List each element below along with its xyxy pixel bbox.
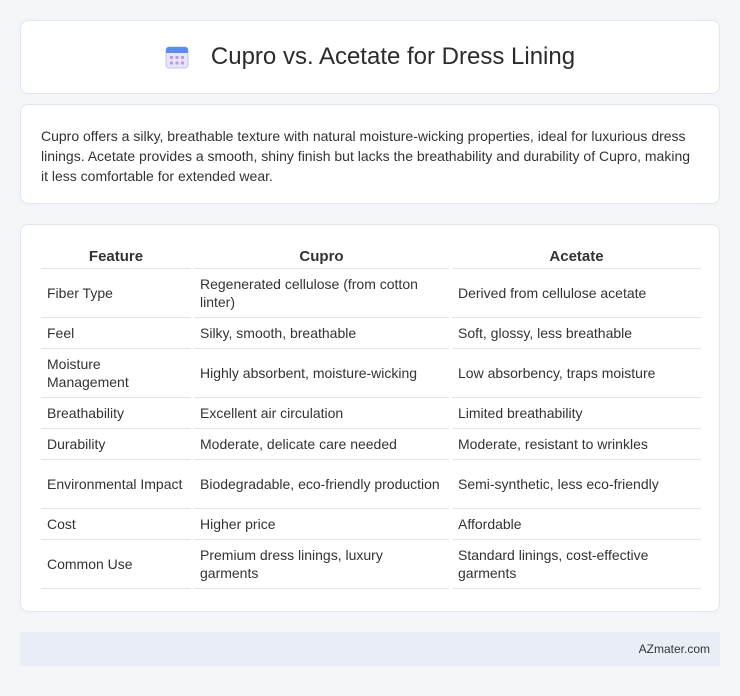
- comparison-card: [20, 224, 720, 612]
- column-header-feature: Feature: [41, 245, 191, 269]
- feature-cell: Common Use: [41, 540, 191, 589]
- feature-cell: Environmental Impact: [41, 460, 191, 509]
- cupro-cell: Moderate, delicate care needed: [194, 429, 449, 460]
- cupro-cell: Higher price: [194, 509, 449, 540]
- cupro-cell: Highly absorbent, moisture-wicking: [194, 349, 449, 398]
- acetate-cell: Moderate, resistant to wrinkles: [452, 429, 701, 460]
- footer-bar: [20, 632, 720, 666]
- feature-cell: Cost: [41, 509, 191, 540]
- acetate-cell: Low absorbency, traps moisture: [452, 349, 701, 398]
- feature-cell: Feel: [41, 318, 191, 349]
- feature-cell: Durability: [41, 429, 191, 460]
- table-row: [41, 509, 701, 540]
- header-card: [20, 20, 720, 94]
- footer-brand: AZmater.com: [638, 642, 710, 656]
- acetate-cell: Limited breathability: [452, 398, 701, 429]
- acetate-cell: Soft, glossy, less breathable: [452, 318, 701, 349]
- feature-cell: Breathability: [41, 398, 191, 429]
- summary-card: [20, 104, 720, 204]
- table-row: [41, 429, 701, 460]
- acetate-cell: Affordable: [452, 509, 701, 540]
- summary-text: Cupro offers a silky, breathable texture with natural moisture-wicking properties, ideal for luxurious dress linings. Acetate provides a smooth, shiny finish but lacks the breathability and durability of Cupro, making it less comfortable for extended wear.: [41, 128, 691, 184]
- cupro-cell: Premium dress linings, luxury garments: [194, 540, 449, 589]
- feature-cell: Moisture Management: [41, 349, 191, 398]
- table-row: [41, 540, 701, 589]
- table-row: [41, 460, 701, 509]
- feature-cell: Fiber Type: [41, 269, 191, 318]
- cupro-cell: Biodegradable, eco-friendly production: [194, 460, 449, 509]
- comparison-table: [38, 245, 704, 589]
- cupro-cell: Excellent air circulation: [194, 398, 449, 429]
- calendar-icon: [165, 45, 189, 69]
- table-header-row: [41, 245, 701, 269]
- cupro-cell: Silky, smooth, breathable: [194, 318, 449, 349]
- table-row: [41, 318, 701, 349]
- cupro-cell: Regenerated cellulose (from cotton linter): [194, 269, 449, 318]
- column-header-acetate: Acetate: [452, 245, 701, 269]
- page-title: Cupro vs. Acetate for Dress Lining: [210, 43, 576, 70]
- table-row: [41, 398, 701, 429]
- acetate-cell: Semi-synthetic, less eco-friendly: [452, 460, 701, 509]
- acetate-cell: Standard linings, cost-effective garments: [452, 540, 701, 589]
- table-row: [41, 349, 701, 398]
- acetate-cell: Derived from cellulose acetate: [452, 269, 701, 318]
- table-row: [41, 269, 701, 318]
- column-header-cupro: Cupro: [194, 245, 449, 269]
